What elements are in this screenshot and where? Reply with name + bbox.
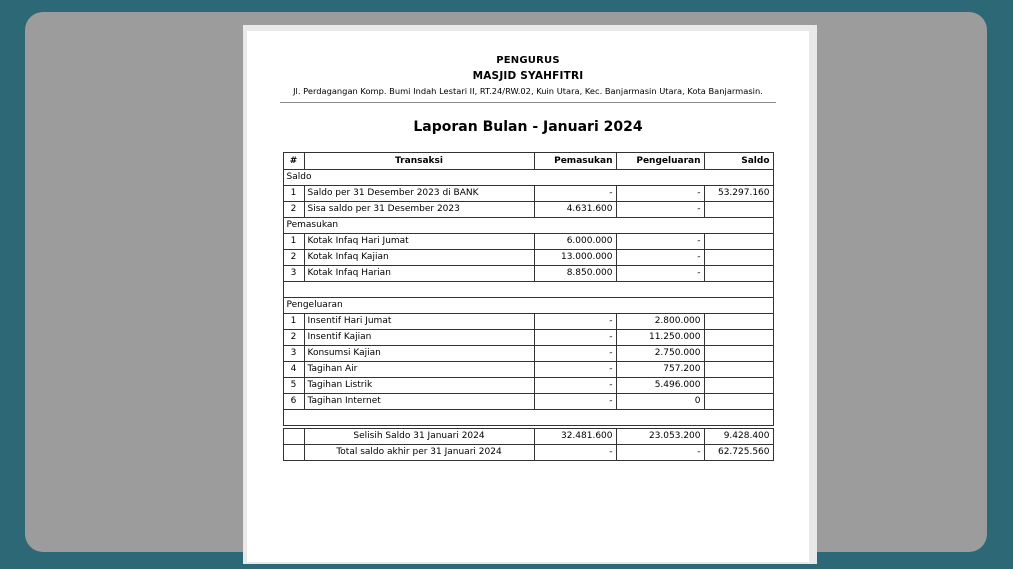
section-label: Pemasukan (283, 217, 773, 233)
document-viewer (243, 25, 817, 564)
cell-transaksi: Tagihan Air (304, 361, 534, 377)
cell-pemasukan: - (534, 313, 616, 329)
report-title: Laporan Bulan - Januari 2024 (413, 118, 643, 135)
cell-saldo (704, 393, 773, 409)
cell-num: 1 (283, 185, 304, 201)
cell-pengeluaran: - (616, 185, 704, 201)
cell-pemasukan: - (534, 329, 616, 345)
cell-pemasukan: - (534, 393, 616, 409)
org-name-line1: PENGURUS (496, 55, 560, 66)
section-label: Saldo (283, 169, 773, 185)
summary-cell-pengeluaran: - (616, 444, 704, 460)
cell-saldo (704, 201, 773, 217)
cell-transaksi: Tagihan Listrik (304, 377, 534, 393)
cell-pengeluaran: - (616, 233, 704, 249)
cell-saldo (704, 233, 773, 249)
cell-saldo (704, 329, 773, 345)
item-row (283, 249, 773, 265)
summary-cell-num (283, 444, 304, 460)
cell-transaksi: Kotak Infaq Harian (304, 265, 534, 281)
cell-pengeluaran: 5.496.000 (616, 377, 704, 393)
cell-pengeluaran: 2.800.000 (616, 313, 704, 329)
cell-num: 2 (283, 201, 304, 217)
cell-pemasukan: 13.000.000 (534, 249, 616, 265)
cell-pemasukan: 8.850.000 (534, 265, 616, 281)
report-table-head (283, 152, 773, 169)
summary-cell-pemasukan: 32.481.600 (534, 428, 616, 444)
cell-num: 4 (283, 361, 304, 377)
cell-num: 5 (283, 377, 304, 393)
summary-cell-num (283, 428, 304, 444)
cell-saldo (704, 345, 773, 361)
col-header-pemasukan: Pemasukan (534, 152, 616, 169)
item-row (283, 201, 773, 217)
item-row (283, 393, 773, 409)
cell-pengeluaran: 2.750.000 (616, 345, 704, 361)
cell-num: 1 (283, 233, 304, 249)
col-header-num: # (283, 152, 304, 169)
cell-num: 2 (283, 249, 304, 265)
cell-transaksi: Konsumsi Kajian (304, 345, 534, 361)
summary-cell-pengeluaran: 23.053.200 (616, 428, 704, 444)
cell-saldo (704, 249, 773, 265)
item-row (283, 185, 773, 201)
col-header-transaksi: Transaksi (304, 152, 534, 169)
report-letterhead (247, 31, 809, 96)
cell-num: 2 (283, 329, 304, 345)
report-page (247, 31, 809, 562)
cell-pengeluaran: - (616, 249, 704, 265)
item-row (283, 345, 773, 361)
summary-cell-saldo: 62.725.560 (704, 444, 773, 460)
item-row (283, 329, 773, 345)
summary-cell-transaksi: Selisih Saldo 31 Januari 2024 (304, 428, 534, 444)
cell-pengeluaran: - (616, 265, 704, 281)
spacer-row (283, 281, 773, 297)
spacer-cell (283, 281, 773, 297)
summary-row (283, 428, 773, 444)
summary-cell-transaksi: Total saldo akhir per 31 Januari 2024 (304, 444, 534, 460)
cell-transaksi: Saldo per 31 Desember 2023 di BANK (304, 185, 534, 201)
letterhead-divider (280, 102, 776, 103)
section-label: Pengeluaran (283, 297, 773, 313)
summary-cell-pemasukan: - (534, 444, 616, 460)
section-row (283, 169, 773, 185)
cell-pengeluaran: 0 (616, 393, 704, 409)
summary-table (283, 428, 774, 461)
cell-num: 3 (283, 265, 304, 281)
summary-cell-saldo: 9.428.400 (704, 428, 773, 444)
viewer-backdrop (25, 12, 987, 552)
item-row (283, 265, 773, 281)
cell-num: 3 (283, 345, 304, 361)
report-table-body (283, 169, 773, 425)
col-header-saldo: Saldo (704, 152, 773, 169)
cell-pemasukan: - (534, 377, 616, 393)
cell-transaksi: Insentif Kajian (304, 329, 534, 345)
cell-pemasukan: 4.631.600 (534, 201, 616, 217)
cell-pengeluaran: - (616, 201, 704, 217)
cell-transaksi: Kotak Infaq Hari Jumat (304, 233, 534, 249)
summary-table-body (283, 428, 773, 460)
item-row (283, 313, 773, 329)
cell-saldo (704, 313, 773, 329)
org-address: Jl. Perdagangan Komp. Bumi Indah Lestari II, RT.24/RW.02, Kuin Utara, Kec. Banjarmasin Utara, Kota Banjarmasin. (293, 85, 763, 96)
cell-pemasukan: - (534, 361, 616, 377)
cell-transaksi: Tagihan Internet (304, 393, 534, 409)
cell-saldo (704, 265, 773, 281)
section-row (283, 297, 773, 313)
cell-transaksi: Kotak Infaq Kajian (304, 249, 534, 265)
section-row (283, 217, 773, 233)
summary-row (283, 444, 773, 460)
item-row (283, 361, 773, 377)
report-table (283, 152, 774, 426)
cell-pemasukan: - (534, 185, 616, 201)
cell-transaksi: Sisa saldo per 31 Desember 2023 (304, 201, 534, 217)
header-row (283, 152, 773, 169)
col-header-pengeluaran: Pengeluaran (616, 152, 704, 169)
cell-pengeluaran: 757.200 (616, 361, 704, 377)
cell-pengeluaran: 11.250.000 (616, 329, 704, 345)
spacer-cell (283, 409, 773, 425)
item-row (283, 233, 773, 249)
cell-transaksi: Insentif Hari Jumat (304, 313, 534, 329)
cell-saldo (704, 361, 773, 377)
cell-pemasukan: - (534, 345, 616, 361)
cell-num: 6 (283, 393, 304, 409)
cell-saldo: 53.297.160 (704, 185, 773, 201)
cell-num: 1 (283, 313, 304, 329)
cell-saldo (704, 377, 773, 393)
item-row (283, 377, 773, 393)
spacer-row (283, 409, 773, 425)
cell-pemasukan: 6.000.000 (534, 233, 616, 249)
org-name-line2: MASJID SYAHFITRI (472, 69, 584, 82)
